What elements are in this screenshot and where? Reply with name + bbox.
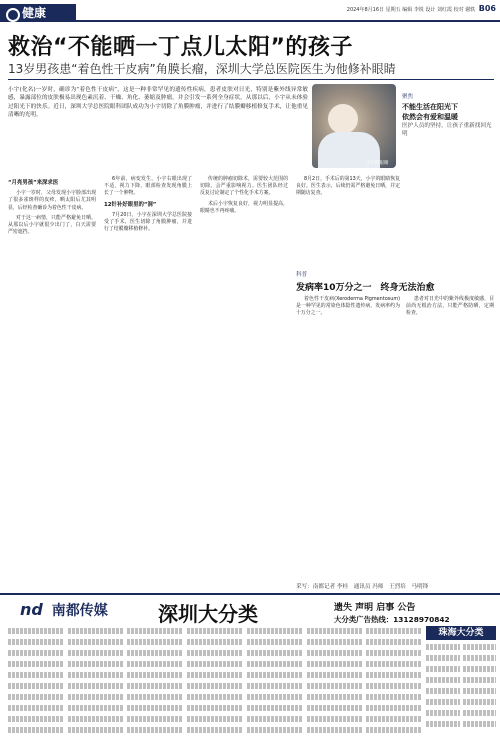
- listing-cell: [247, 694, 303, 700]
- science-tag: 科普: [296, 272, 308, 278]
- science-headline: 发病率10万分之一 终身无法治愈: [296, 283, 435, 293]
- listing-cell: [307, 705, 363, 711]
- listing-cell: [8, 661, 64, 667]
- sidebar-headline-line1: 不能生活在阳光下: [402, 103, 458, 111]
- listing-cell: [463, 721, 497, 727]
- listing-cell: [463, 655, 497, 661]
- listing-cell: [127, 694, 183, 700]
- listing-cell: [247, 705, 303, 711]
- listing-cell: [68, 639, 124, 645]
- listing-cell: [187, 639, 243, 645]
- listing-cell: [366, 694, 422, 700]
- listing-cell: [127, 672, 183, 678]
- listing-cell: [307, 672, 363, 678]
- listing-cell: [366, 639, 422, 645]
- listing-cell: [247, 650, 303, 656]
- listing-cell: [8, 727, 64, 733]
- listing-cell: [307, 694, 363, 700]
- listing-cell: [68, 694, 124, 700]
- listing-cell: [187, 705, 243, 711]
- listing-cell: [187, 650, 243, 656]
- listing-cell: [8, 628, 64, 634]
- listing-cell: [68, 705, 124, 711]
- column-subhead: “月亮男孩”来深求医: [8, 180, 59, 186]
- listing-cell: [8, 672, 64, 678]
- listing-cell: [68, 628, 124, 634]
- listing-cell: [8, 650, 64, 656]
- reporter-credits: 采写：南都记者 李桂 通讯员 冯师 王烈培 马明锋: [296, 584, 429, 590]
- paragraph: 对于这一病情，只能严格避免日晒。从那以后小宇就很少出门了，白天需要严密遮挡。: [8, 214, 96, 236]
- listing-cell: [187, 661, 243, 667]
- logo-text: 南都传媒: [51, 603, 108, 619]
- article-column-4: [296, 176, 400, 201]
- listing-cell: [187, 683, 243, 689]
- listing-cell: [307, 683, 363, 689]
- listing-cell: [187, 628, 243, 634]
- listing-cell: [127, 683, 183, 689]
- sidebar-headline-line2: 依然会有爱和温暖: [402, 113, 458, 121]
- listing-cell: [366, 661, 422, 667]
- listing-cell: [426, 677, 460, 683]
- listing-cell: [366, 672, 422, 678]
- listing-cell: [127, 716, 183, 722]
- listing-cell: [247, 727, 303, 733]
- masthead: [347, 4, 496, 13]
- listing-cell: [426, 644, 460, 650]
- listing-cell: [68, 727, 124, 733]
- paragraph: 6年前，病变发生，小宇右眼出现了不适，视力下降，眼部检查发现角膜上长了一个肿物。: [104, 176, 192, 197]
- sidebar-headline: [402, 102, 494, 122]
- listing-cell: [307, 650, 363, 656]
- listing-cell: [187, 727, 243, 733]
- listing-cell: [463, 677, 497, 683]
- listing-cell: [247, 672, 303, 678]
- listing-cell: [8, 683, 64, 689]
- column-subhead: 12针补好眼里的“洞”: [104, 201, 157, 208]
- page-header: [0, 0, 500, 22]
- paragraph: 7月20日，小宇在深圳大学总医院接受了手术，医生切除了角膜肿瘤，并进行了结膜瓣移植修补。: [104, 211, 192, 233]
- patient-photo: [312, 84, 396, 168]
- photo-caption: 小宇的眼睛: [366, 161, 389, 166]
- listing-cell: [187, 694, 243, 700]
- paragraph: 8月2日，手术后的第13天，小宇的眼睛恢复良好。医生表示，后续仍需严格避免日晒，并定期随访复查。: [296, 176, 400, 197]
- listing-cell: [68, 661, 124, 667]
- listing-cell: [187, 672, 243, 678]
- listing-cell: [463, 710, 497, 716]
- article-column-1: [8, 176, 96, 239]
- paragraph: 术后小宇恢复良好，视力明显提高，眼睛也不再疼痛。: [200, 200, 288, 214]
- listing-cell: [307, 727, 363, 733]
- lead-paragraph: 小宇(化名)一岁时，确诊为“着色性干皮病”，这是一种非常罕见的遗传性疾病，患者皮肤对日光，特别是紫外线异常敏感，暴露部位的皮肤极易出现色素沉着、干燥、角化、萎缩及肿瘤，并会引发一系列全身症状。从那以后，小宇从未体验过阳光下的快乐。近日，深圳大学总医院眼科团队成功为小宇切除了角膜肿瘤，并进行了结膜瓣移植修复手术，让他重见清晰的光明。: [8, 87, 308, 119]
- ad-separator: [0, 593, 500, 595]
- listing-cell: [127, 705, 183, 711]
- headline-rule: [8, 79, 494, 80]
- paragraph: 着色性干皮病(Xeroderma Pigmentosum)是一种罕见的常染色体隐性遗传病，发病率约为十万分之一。: [296, 296, 400, 317]
- subheadline: 13岁男孩患“着色性干皮病”角膜长瘤，深圳大学总医院医生为他修补眼睛: [8, 62, 396, 76]
- listing-cell: [366, 705, 422, 711]
- masthead-info: 2024年8月16日 星期五 编辑 李锐 设计 刘红霞 校对 谢轶: [346, 7, 476, 13]
- listing-cell: [463, 644, 497, 650]
- listing-cell: [127, 727, 183, 733]
- listing-cell: [426, 688, 460, 694]
- listing-cell: [247, 716, 303, 722]
- listing-cell: [426, 655, 460, 661]
- classified-notice: 遗失 声明 启事 公告: [334, 603, 416, 613]
- article-column-2: [104, 176, 192, 236]
- sidebar-tag: 聚焦: [402, 94, 414, 100]
- headline: 救治“不能晒一丁点儿太阳”的孩子: [8, 35, 353, 60]
- listing-cell: [426, 699, 460, 705]
- ad-logo: [20, 600, 108, 620]
- listing-cell: [68, 683, 124, 689]
- listing-cell: [8, 639, 64, 645]
- listing-cell: [426, 666, 460, 672]
- paragraph: 患者对日光中的紫外线极度敏感，目前尚无根治方法，只能严格防晒，定期检查。: [406, 296, 494, 317]
- science-column: [296, 296, 400, 321]
- listing-cell: [366, 683, 422, 689]
- listing-cell: [68, 672, 124, 678]
- listing-cell: [307, 716, 363, 722]
- listing-cell: [307, 639, 363, 645]
- listing-cell: [366, 716, 422, 722]
- page-number: B06: [478, 4, 496, 13]
- header-rule: [76, 20, 500, 22]
- article-column-3: [200, 176, 288, 218]
- listing-cell: [127, 650, 183, 656]
- section-label: 健康: [0, 4, 76, 22]
- classified-hotline: 大分类广告热线：13128970842: [334, 615, 450, 624]
- listing-cell: [187, 716, 243, 722]
- listing-cell: [8, 694, 64, 700]
- listing-cell: [247, 639, 303, 645]
- zhuhai-listings: [426, 644, 496, 746]
- science-column-2: [406, 296, 494, 321]
- listing-cell: [68, 716, 124, 722]
- logo-mark: nd: [20, 600, 43, 619]
- listing-cell: [127, 639, 183, 645]
- listing-cell: [127, 628, 183, 634]
- listing-cell: [307, 661, 363, 667]
- listing-cell: [8, 705, 64, 711]
- listing-cell: [463, 666, 497, 672]
- listing-cell: [426, 710, 460, 716]
- listing-cell: [426, 721, 460, 727]
- classified-title: 深圳大分类: [158, 602, 258, 626]
- paragraph: 小宇一岁时，父母发现小宇脸部出现了很多雀斑样的皮疹，晒太阳后尤其明显，后经检查确诊为着色性干皮病。: [8, 190, 96, 211]
- listing-cell: [247, 628, 303, 634]
- listing-cell: [307, 628, 363, 634]
- photo-figure-head: [328, 104, 358, 134]
- paragraph: 传统的肿瘤切除术，需要较大范围的切除，会严重影响视力。医生团队经过反复讨论制定了个性化手术方案。: [200, 176, 288, 197]
- zhuhai-classified-title: 珠海大分类: [426, 626, 496, 640]
- listing-cell: [127, 661, 183, 667]
- sidebar-text: 医护人员的坚持，让孩子重新找回光明: [402, 123, 492, 137]
- listing-cell: [68, 650, 124, 656]
- listing-cell: [463, 699, 497, 705]
- listing-cell: [247, 683, 303, 689]
- listing-cell: [8, 716, 64, 722]
- listing-cell: [463, 688, 497, 694]
- listing-cell: [247, 661, 303, 667]
- classified-listings: [8, 628, 422, 746]
- listing-cell: [366, 650, 422, 656]
- listing-cell: [366, 727, 422, 733]
- listing-cell: [366, 628, 422, 634]
